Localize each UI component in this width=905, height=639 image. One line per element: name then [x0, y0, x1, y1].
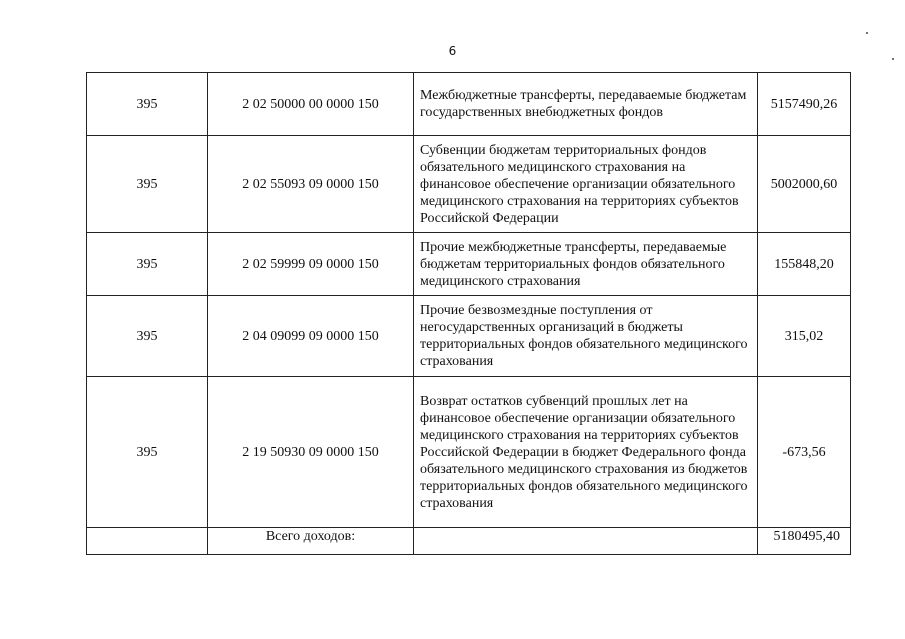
budget-classification-code-cell: 2 02 50000 00 0000 150 [208, 73, 414, 136]
revenue-name-cell: Межбюджетные трансферты, передаваемые бюджетам государственных внебюджетных фондов [414, 73, 758, 136]
scan-speck [892, 58, 894, 60]
admin-code-cell: 395 [87, 136, 208, 233]
admin-code-cell: 395 [87, 73, 208, 136]
admin-code-cell: 395 [87, 377, 208, 528]
total-amount: 5180495,40 [758, 528, 851, 555]
table-row [87, 296, 851, 377]
amount-cell: 155848,20 [758, 233, 851, 296]
budget-classification-code-cell: 2 02 55093 09 0000 150 [208, 136, 414, 233]
empty-cell [414, 528, 758, 555]
table-row [87, 377, 851, 528]
table-row [87, 136, 851, 233]
total-label: Всего доходов: [208, 528, 414, 555]
empty-cell [87, 528, 208, 555]
admin-code-cell: 395 [87, 296, 208, 377]
amount-cell: 5002000,60 [758, 136, 851, 233]
revenue-name-cell: Субвенции бюджетам территориальных фондов обязательного медицинского страхования на финансовое обеспечение организации обязательного медицинского страхования на территориях субъектов Российской Федерации [414, 136, 758, 233]
amount-cell: 315,02 [758, 296, 851, 377]
total-row [87, 528, 851, 555]
revenue-name-cell: Возврат остатков субвенций прошлых лет на финансовое обеспечение организации обязательного медицинского страхования на территориях субъектов Российской Федерации в бюджет Федерального фонда обязательного медицинского страхования из бюджетов территориальных фондов обязательного медицинского страхования [414, 377, 758, 528]
scan-speck [866, 32, 868, 34]
budget-classification-code-cell: 2 04 09099 09 0000 150 [208, 296, 414, 377]
revenue-name-cell: Прочие межбюджетные трансферты, передаваемые бюджетам территориальных фондов обязательного медицинского страхования [414, 233, 758, 296]
budget-classification-code-cell: 2 02 59999 09 0000 150 [208, 233, 414, 296]
amount-cell: 5157490,26 [758, 73, 851, 136]
admin-code-cell: 395 [87, 233, 208, 296]
table-row [87, 73, 851, 136]
revenue-name-cell: Прочие безвозмездные поступления от негосударственных организаций в бюджеты территориальных фондов обязательного медицинского страхования [414, 296, 758, 377]
budget-classification-code-cell: 2 19 50930 09 0000 150 [208, 377, 414, 528]
page-number: 6 [448, 44, 457, 58]
revenue-table [86, 72, 851, 555]
amount-cell: -673,56 [758, 377, 851, 528]
table-row [87, 233, 851, 296]
